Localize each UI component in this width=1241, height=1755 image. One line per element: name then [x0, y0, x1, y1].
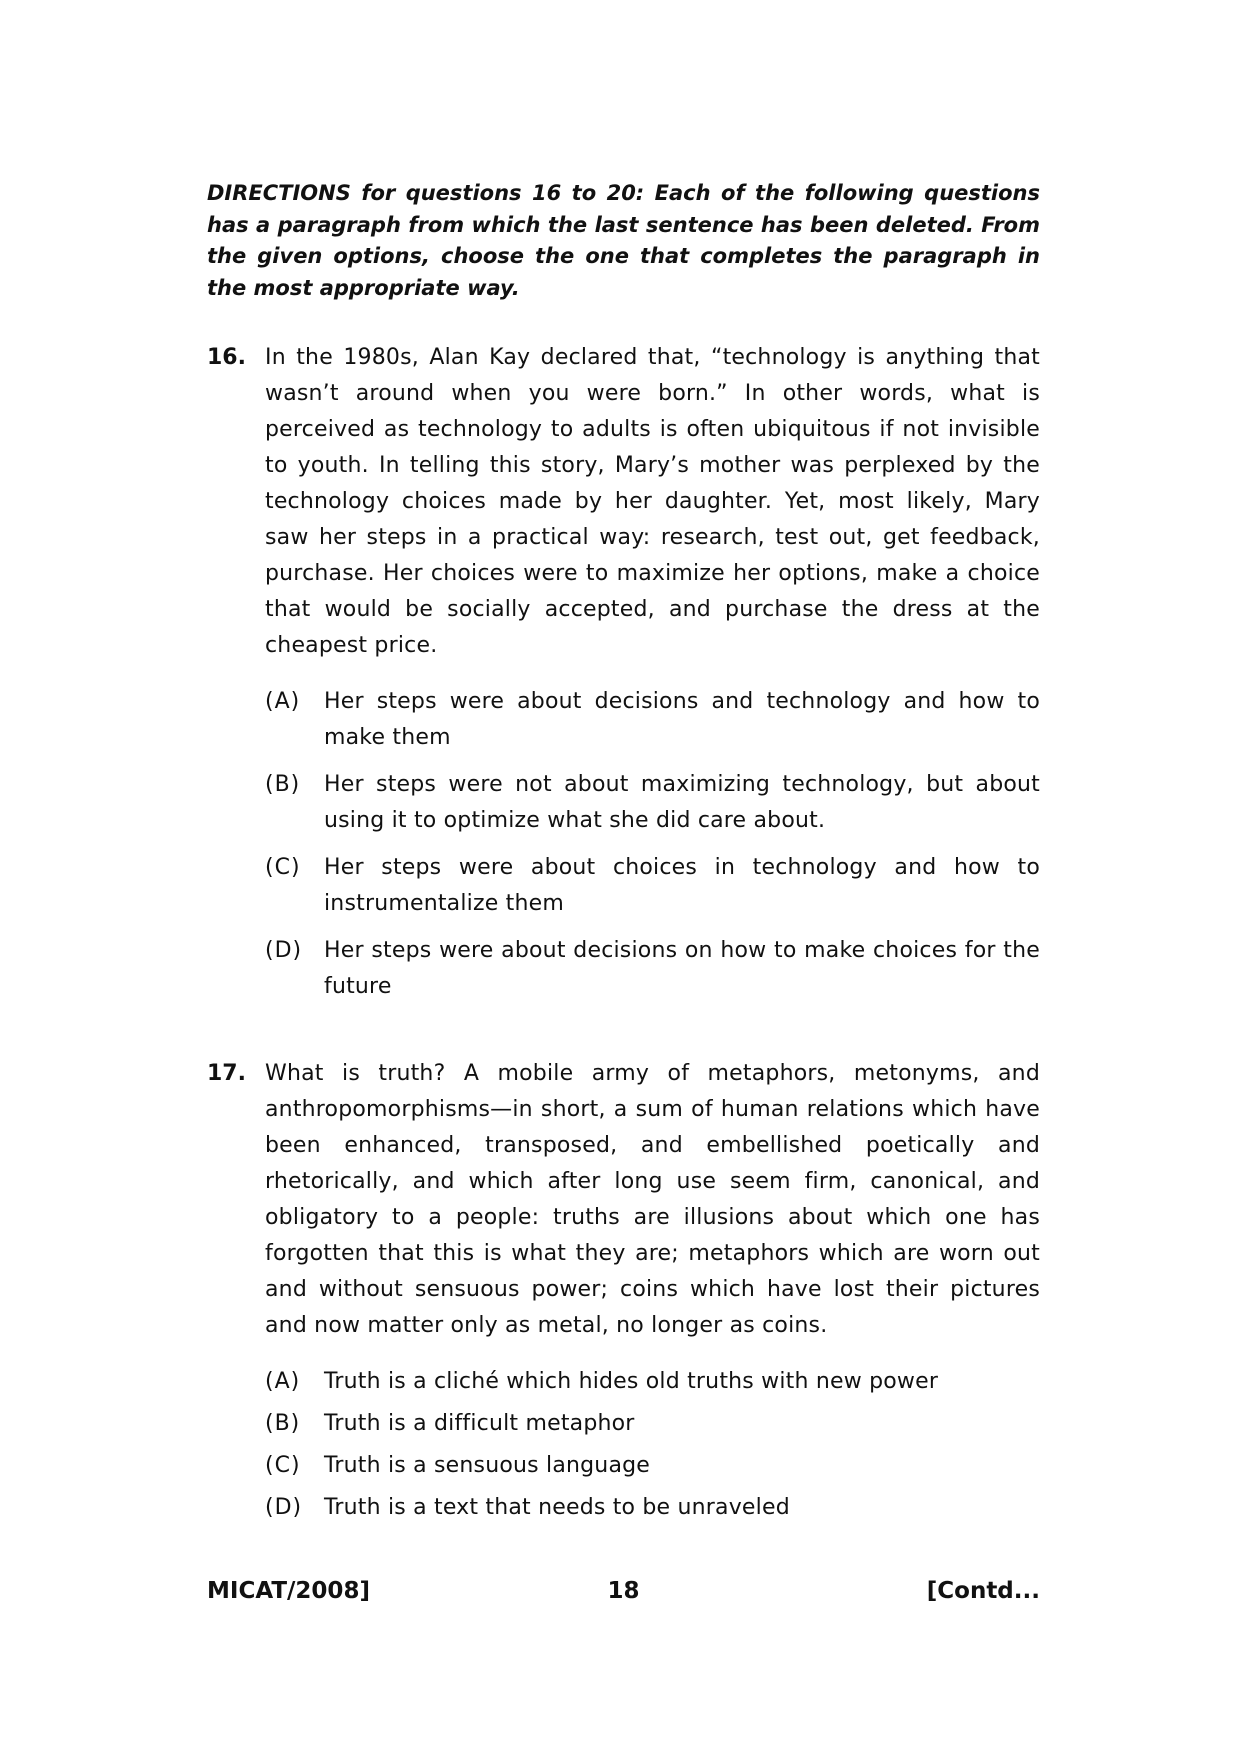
option-text: Her steps were about choices in technology and how to instrumentalize them [324, 855, 1040, 916]
option-d[interactable] [265, 933, 1040, 1005]
question-body [265, 1056, 1040, 1532]
option-letter: (C) [265, 855, 301, 880]
continued-marker: [Contd... [926, 1578, 1040, 1604]
option-text: Her steps were about decisions and technology and how to make them [324, 689, 1040, 750]
option-letter: (A) [265, 1369, 301, 1394]
option-text: Truth is a difficult metaphor [324, 1411, 635, 1436]
option-d[interactable] [265, 1490, 1040, 1526]
option-letter: (C) [265, 1453, 301, 1478]
option-letter: (B) [265, 772, 301, 797]
question-17 [207, 1056, 1040, 1532]
page-number: 18 [607, 1578, 640, 1604]
option-text: Her steps were about decisions on how to make choices for the future [324, 938, 1040, 999]
option-list [265, 1364, 1040, 1526]
question-text: What is truth? A mobile army of metaphors, metonyms, and anthropomorphisms—in short, a sum of human relations which have been enhanced, transposed, and embellished poetically and rhetorically, and which after long use seem firm, canonical, and obligatory to a people: truths are illusions about which one has forgotten that this is what they are; metaphors which are worn out and without sensuous power; coins which have lost their pictures and now matter only as metal, no longer as coins. [265, 1061, 1040, 1338]
option-letter: (B) [265, 1411, 301, 1436]
directions-text: DIRECTIONS for questions 16 to 20: Each of the following questions has a paragraph from which the last sentence has been deleted. From the given options, choose the one that completes the paragraph in the most appropriate way. [207, 181, 1040, 300]
option-b[interactable] [265, 1406, 1040, 1442]
option-text: Truth is a text that needs to be unraveled [324, 1495, 790, 1520]
page-footer [207, 1575, 1040, 1607]
option-letter: (A) [265, 689, 301, 714]
question-number: 16. [207, 345, 246, 370]
question-16 [207, 340, 1040, 1016]
question-number: 17. [207, 1061, 246, 1086]
option-letter: (D) [265, 1495, 303, 1520]
option-c[interactable] [265, 1448, 1040, 1484]
option-text: Her steps were not about maximizing technology, but about using it to optimize what she did care about. [324, 772, 1040, 833]
option-letter: (D) [265, 938, 303, 963]
option-a[interactable] [265, 1364, 1040, 1400]
option-a[interactable] [265, 684, 1040, 756]
question-text: In the 1980s, Alan Kay declared that, “technology is anything that wasn’t around when you were born.” In other words, what is perceived as technology to adults is often ubiquitous if not invisible to youth. In telling this story, Mary’s mother was perplexed by the technology choices made by her daughter. Yet, most likely, Mary saw her steps in a practical way: research, test out, get feedback, purchase. Her choices were to maximize her options, make a choice that would be socially accepted, and purchase the dress at the cheapest price. [265, 345, 1040, 658]
question-body [265, 340, 1040, 1016]
option-list [265, 684, 1040, 1005]
option-c[interactable] [265, 850, 1040, 922]
option-text: Truth is a cliché which hides old truths with new power [324, 1369, 939, 1394]
option-text: Truth is a sensuous language [324, 1453, 651, 1478]
exam-code: MICAT/2008] [207, 1578, 370, 1604]
option-b[interactable] [265, 767, 1040, 839]
page-content [207, 178, 1040, 1532]
